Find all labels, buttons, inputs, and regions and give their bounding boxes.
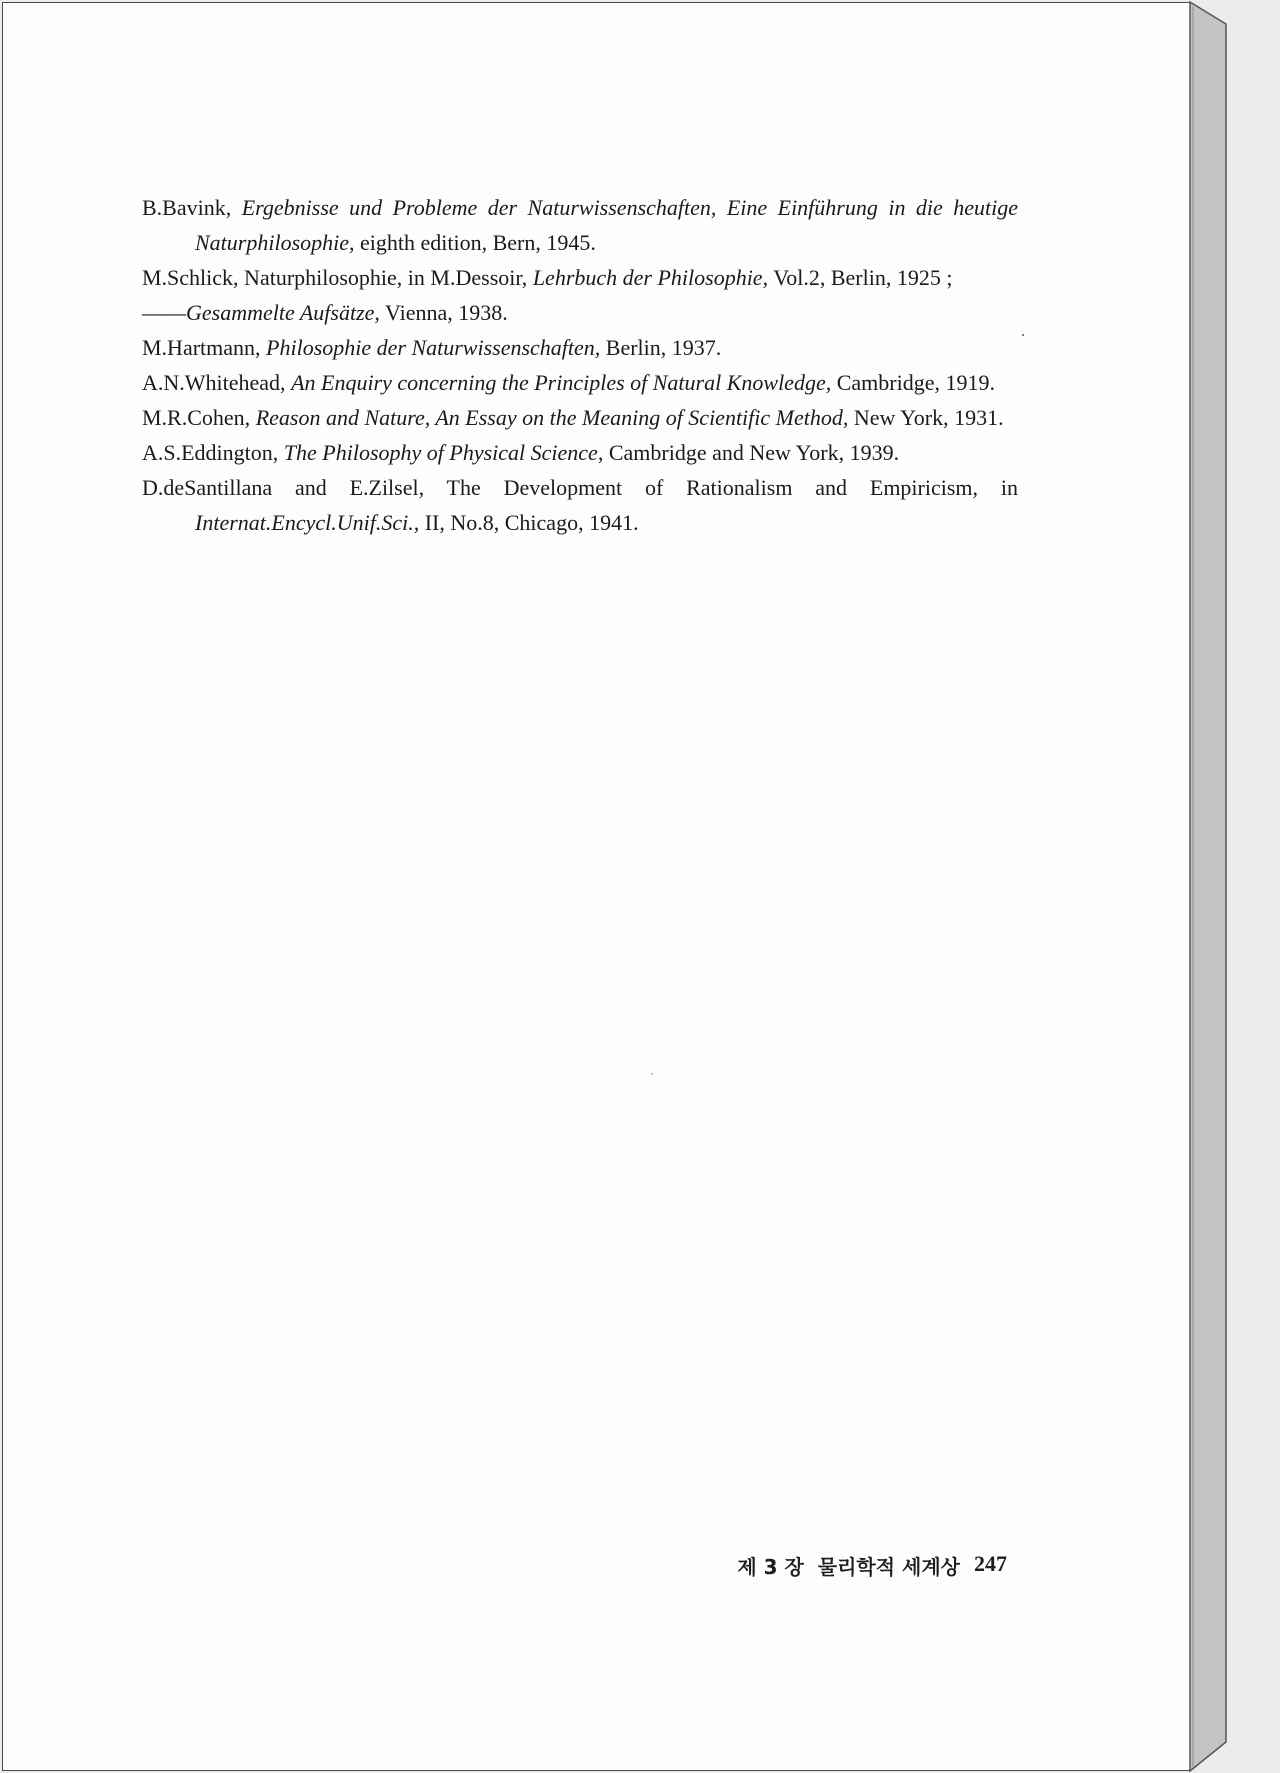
reference-title: Philosophie der Naturwissenschaften, [266,335,601,360]
reference-details: Vol.2, Berlin, 1925 ; [773,265,953,290]
chapter-title: 물리학적 세계상 [817,1555,960,1579]
reference-author: A.N.Whitehead, [142,370,286,395]
reference-details: II, No.8, Chicago, 1941. [424,510,639,535]
reference-title: Ergebnisse und Probleme der Naturwissenschaften, Eine Einführung in die heutige Naturphilosophie, [195,195,1019,255]
reference-title: Internat.Encycl.Unif.Sci., [195,510,420,535]
page-footer [655,1551,1007,1580]
reference-title: Gesammelte Aufsätze, [186,300,380,325]
reference-entry [142,190,1018,260]
reference-title: The Philosophy of Physical Science, [283,440,604,465]
reference-details: Vienna, 1938. [385,300,508,325]
reference-author: B.Bavink, [142,195,232,220]
reference-details: New York, 1931. [853,405,1004,430]
reference-entry [142,295,1018,330]
reference-details: eighth edition, Bern, 1945. [360,230,596,255]
reference-details: Cambridge and New York, 1939. [608,440,900,465]
reference-entry [142,400,1018,435]
reference-details: Cambridge, 1919. [836,370,995,395]
reference-author: A.S.Eddington, [142,440,279,465]
reference-title: Reason and Nature, An Essay on the Meaning of Scientific Method, [255,405,849,430]
scan-speck [1022,334,1024,336]
reference-entry [142,365,1018,400]
reference-author: —— [142,300,186,325]
scan-speck [651,1073,653,1075]
page-number: 247 [974,1551,1007,1576]
reference-author: M.Schlick, Naturphilosophie, in M.Dessoir, [142,265,528,290]
reference-author: D.deSantillana and E.Zilsel, The Development of Rationalism and Empiricism, in [142,475,1018,500]
reference-list [142,190,1018,540]
reference-title: An Enquiry concerning the Principles of Natural Knowledge, [291,370,832,395]
reference-author: M.Hartmann, [142,335,261,360]
reference-entry [142,435,1018,470]
reference-title: Lehrbuch der Philosophie, [532,265,769,290]
reference-entry [142,260,1018,295]
reference-entry [142,470,1018,540]
chapter-label: 제 3 장 [737,1555,804,1579]
page-stack-edge [1190,2,1228,1771]
reference-author: M.R.Cohen, [142,405,251,430]
reference-details: Berlin, 1937. [605,335,722,360]
reference-entry [142,330,1018,365]
